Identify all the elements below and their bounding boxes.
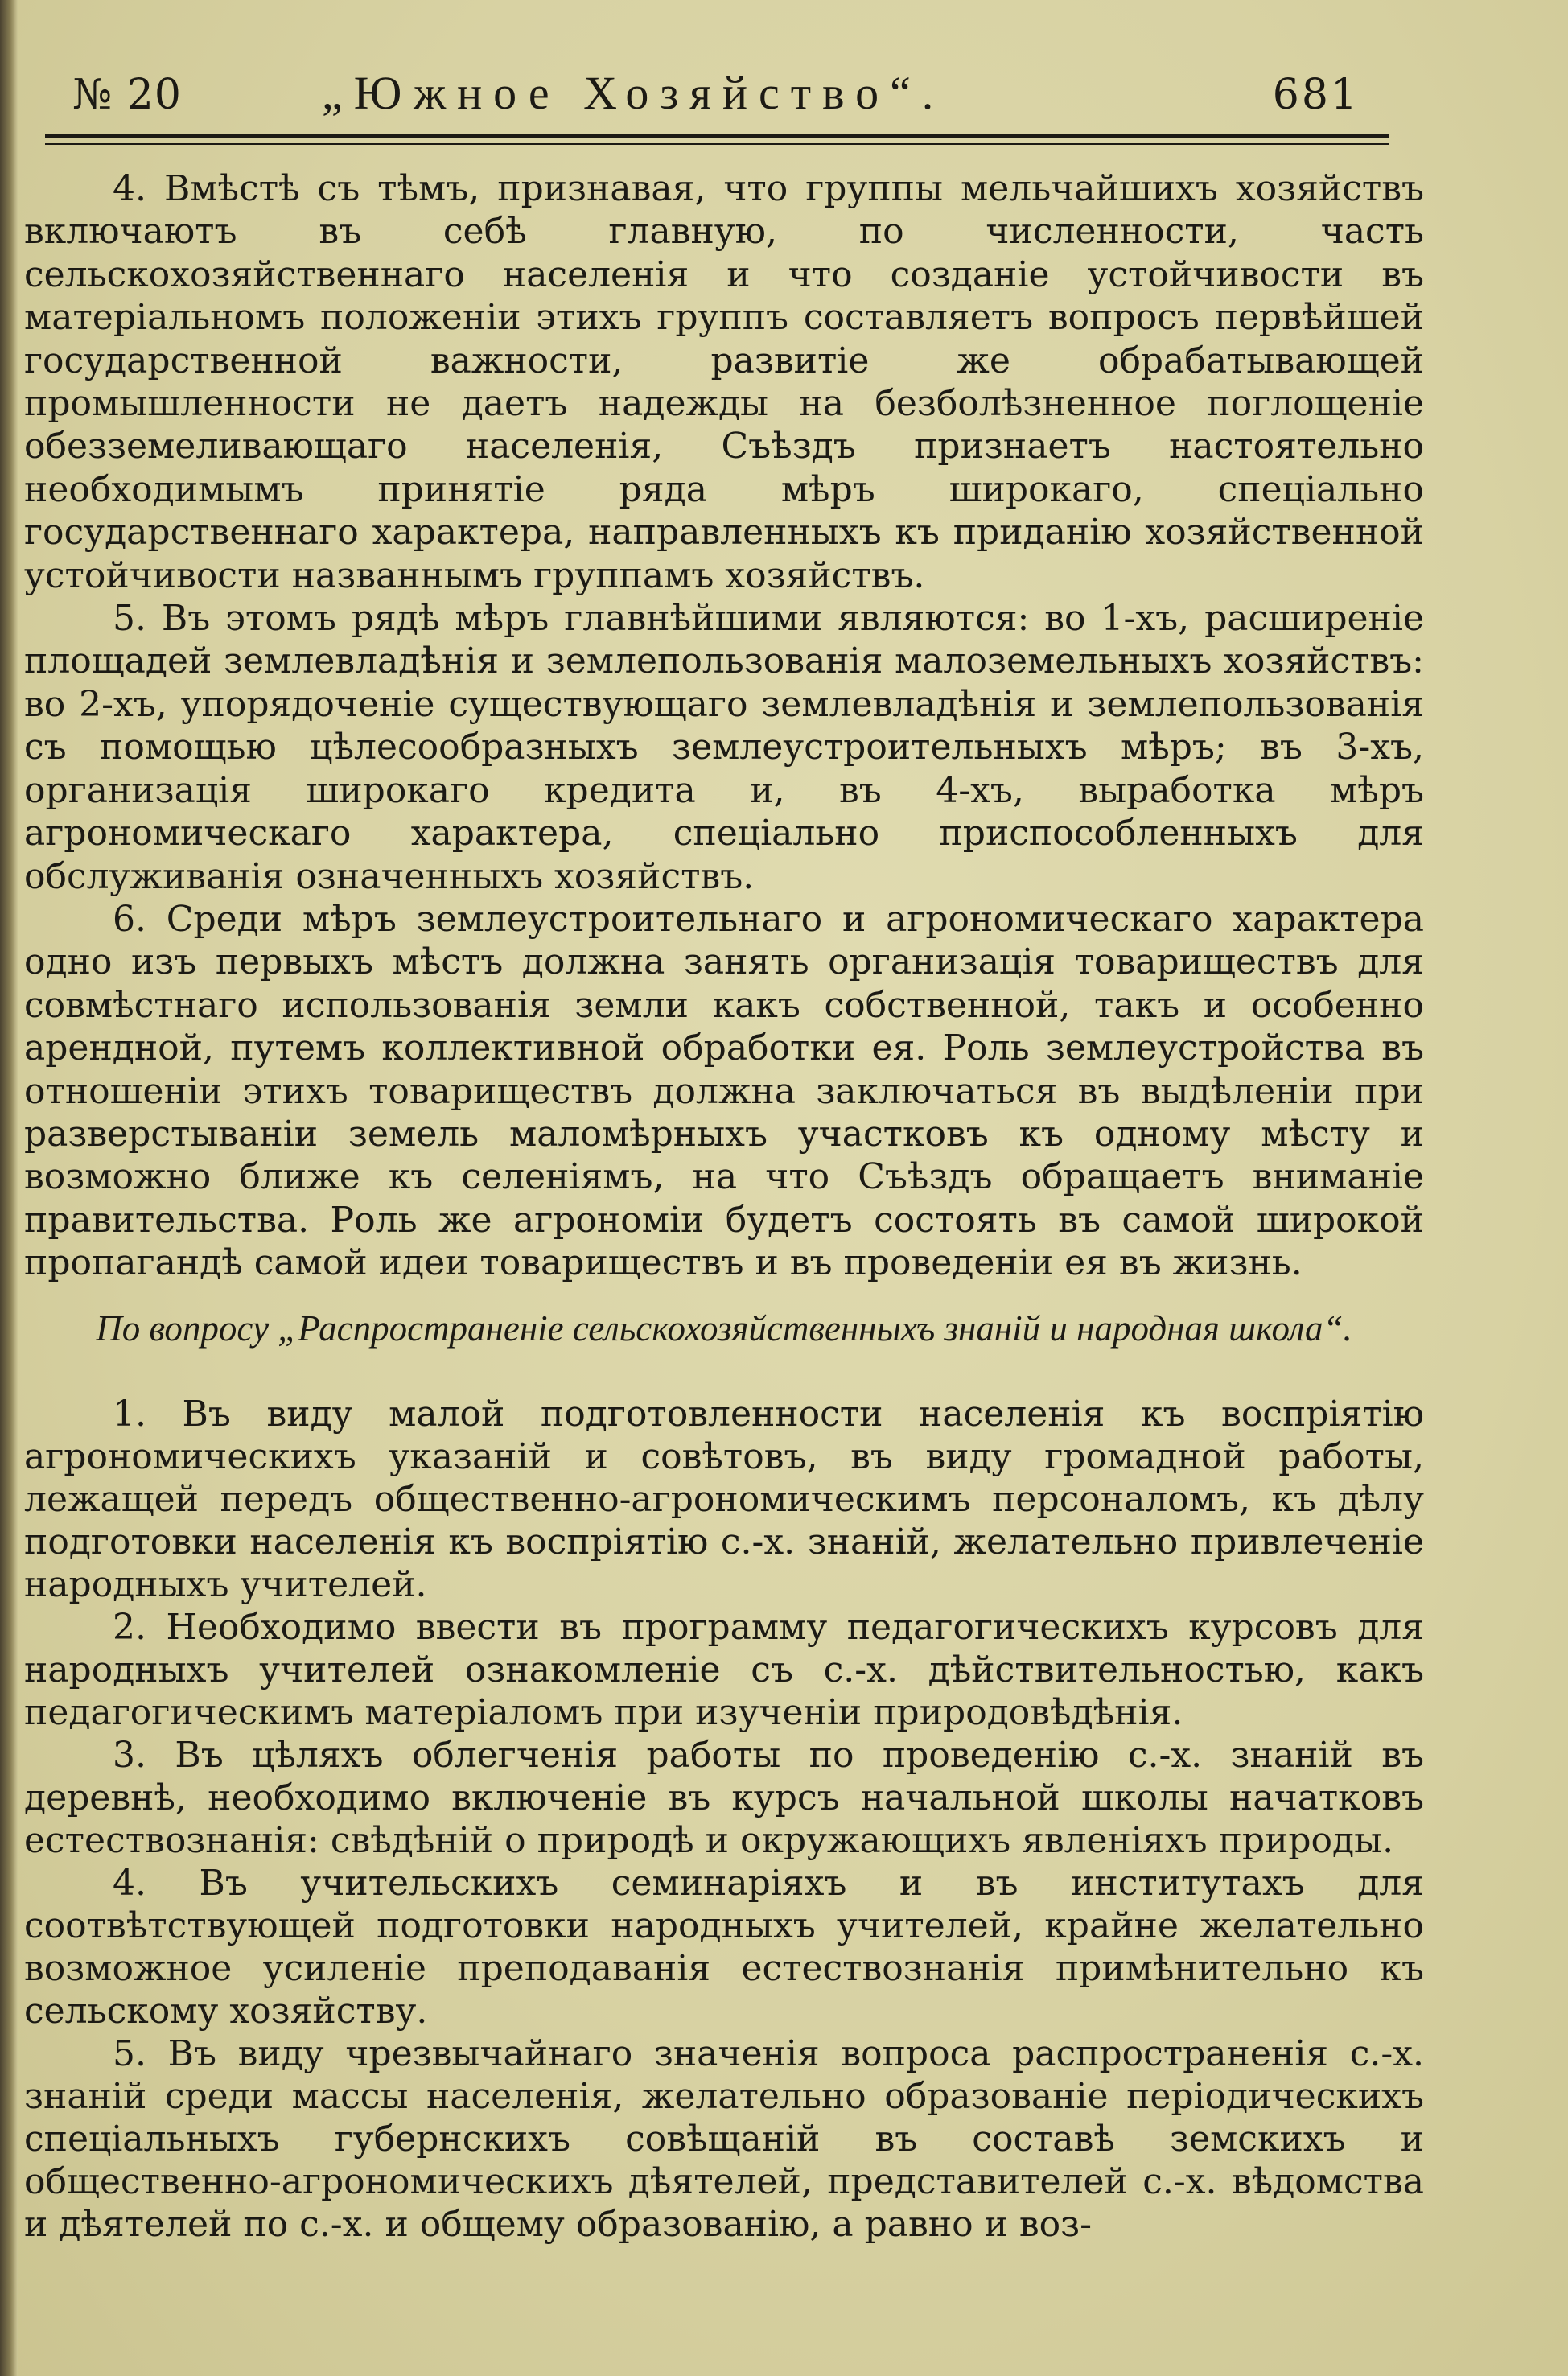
- page-number: 681: [1272, 71, 1360, 119]
- running-header: [72, 66, 1360, 130]
- resolution-5: 5. Въ виду чрезвычайнаго значенія вопроса распространенія с.-х. знаній среди массы населенія, желательно образованіе періодическихъ спеціальныхъ губернскихъ совѣщаній въ составѣ земскихъ и общественно-агрономическихъ дѣятелей, представителей с.-х. вѣдомства и дѣятелей по с.-х. и общему образованію, а равно и воз-: [24, 2032, 1424, 2245]
- paragraph-6: 6. Среди мѣръ землеустроительнаго и агрономическаго характера одно изъ первыхъ мѣстъ должна занять организація товариществъ для совмѣстнаго использованія земли какъ собственной, такъ и особенно арендной, путемъ коллективной обработки ея. Роль землеустройства въ отношеніи этихъ товариществъ должна заключаться въ выдѣленіи при разверстываніи земель маломѣрныхъ участковъ къ одному мѣсту и возможно ближе къ селеніямъ, на что Съѣздъ обращаетъ вниманіе правительства. Роль же агрономіи будетъ состоять въ самой широкой пропагандѣ самой идеи товариществъ и въ проведеніи ея въ жизнь.: [24, 898, 1424, 1284]
- paragraph-4: 4. Вмѣстѣ съ тѣмъ, признавая, что группы мельчайшихъ хозяйствъ включаютъ въ себѣ главную, по численности, часть сельскохозяйственнаго населенія и что созданіе устойчивости въ матеріальномъ положеніи этихъ группъ составляетъ вопросъ первѣйшей государственной важности, развитіе же обрабатывающей промышленности не даетъ надежды на безболѣзненное поглощеніе обезземеливающаго населенія, Съѣздъ признаетъ настоятельно необходимымъ принятіе ряда мѣръ широкаго, спеціально государственнаго характера, направленныхъ къ приданію хозяйственной устойчивости названнымъ группамъ хозяйствъ.: [24, 168, 1424, 596]
- book-gutter: [0, 0, 18, 2376]
- resolution-4: 4. Въ учительскихъ семинаріяхъ и въ институтахъ для соотвѣтствующей подготовки народныхъ учителей, крайне желательно возможное усиленіе преподаванія естествознанія примѣнительно къ сельскому хозяйству.: [24, 1862, 1424, 2032]
- header-rule-thin: [45, 143, 1389, 145]
- resolution-2: 2. Необходимо ввести въ программу педагогическихъ курсовъ для народныхъ учителей ознакомленіе съ с.-х. дѣйствительностью, какъ педагогическимъ матеріаломъ при изученіи природовѣдѣнія.: [24, 1606, 1424, 1733]
- resolution-3: 3. Въ цѣляхъ облегченія работы по проведенію с.-х. знаній въ деревнѣ, необходимо включеніе въ курсъ начальной школы начатковъ естествознанія: свѣдѣній о природѣ и окружающихъ явленіяхъ природы.: [24, 1734, 1424, 1861]
- article-body: [24, 167, 1424, 2246]
- resolution-1: 1. Въ виду малой подготовленности населенія къ воспріятію агрономическихъ указаній и совѣтовъ, въ виду громадной работы, лежащей передъ общественно-агрономическимъ персоналомъ, къ дѣлу подготовки населенія къ воспріятію с.-х. знаній, желательно привлеченіе народныхъ учителей.: [24, 1393, 1424, 1605]
- paragraph-5: 5. Въ этомъ рядѣ мѣръ главнѣйшими являются: во 1-хъ, расширеніе площадей землевладѣнія и землепользованія малоземельныхъ хозяйствъ: во 2-хъ, упорядоченіе существующаго землевладѣнія и землепользованія съ помощью цѣлесообразныхъ землеустроительныхъ мѣръ; въ 3-хъ, организація широкаго кредита и, въ 4-хъ, выработка мѣръ агрономическаго характера, спеціально приспособленныхъ для обслуживанія означенныхъ хозяйствъ.: [24, 598, 1424, 897]
- header-rule-thick: [45, 134, 1389, 138]
- section-heading: По вопросу „Распространеніе сельскохозяйственныхъ знаній и народная школа“.: [96, 1307, 1352, 1349]
- journal-title: „Южное Хозяйство“.: [322, 67, 945, 119]
- issue-number: № 20: [72, 71, 182, 119]
